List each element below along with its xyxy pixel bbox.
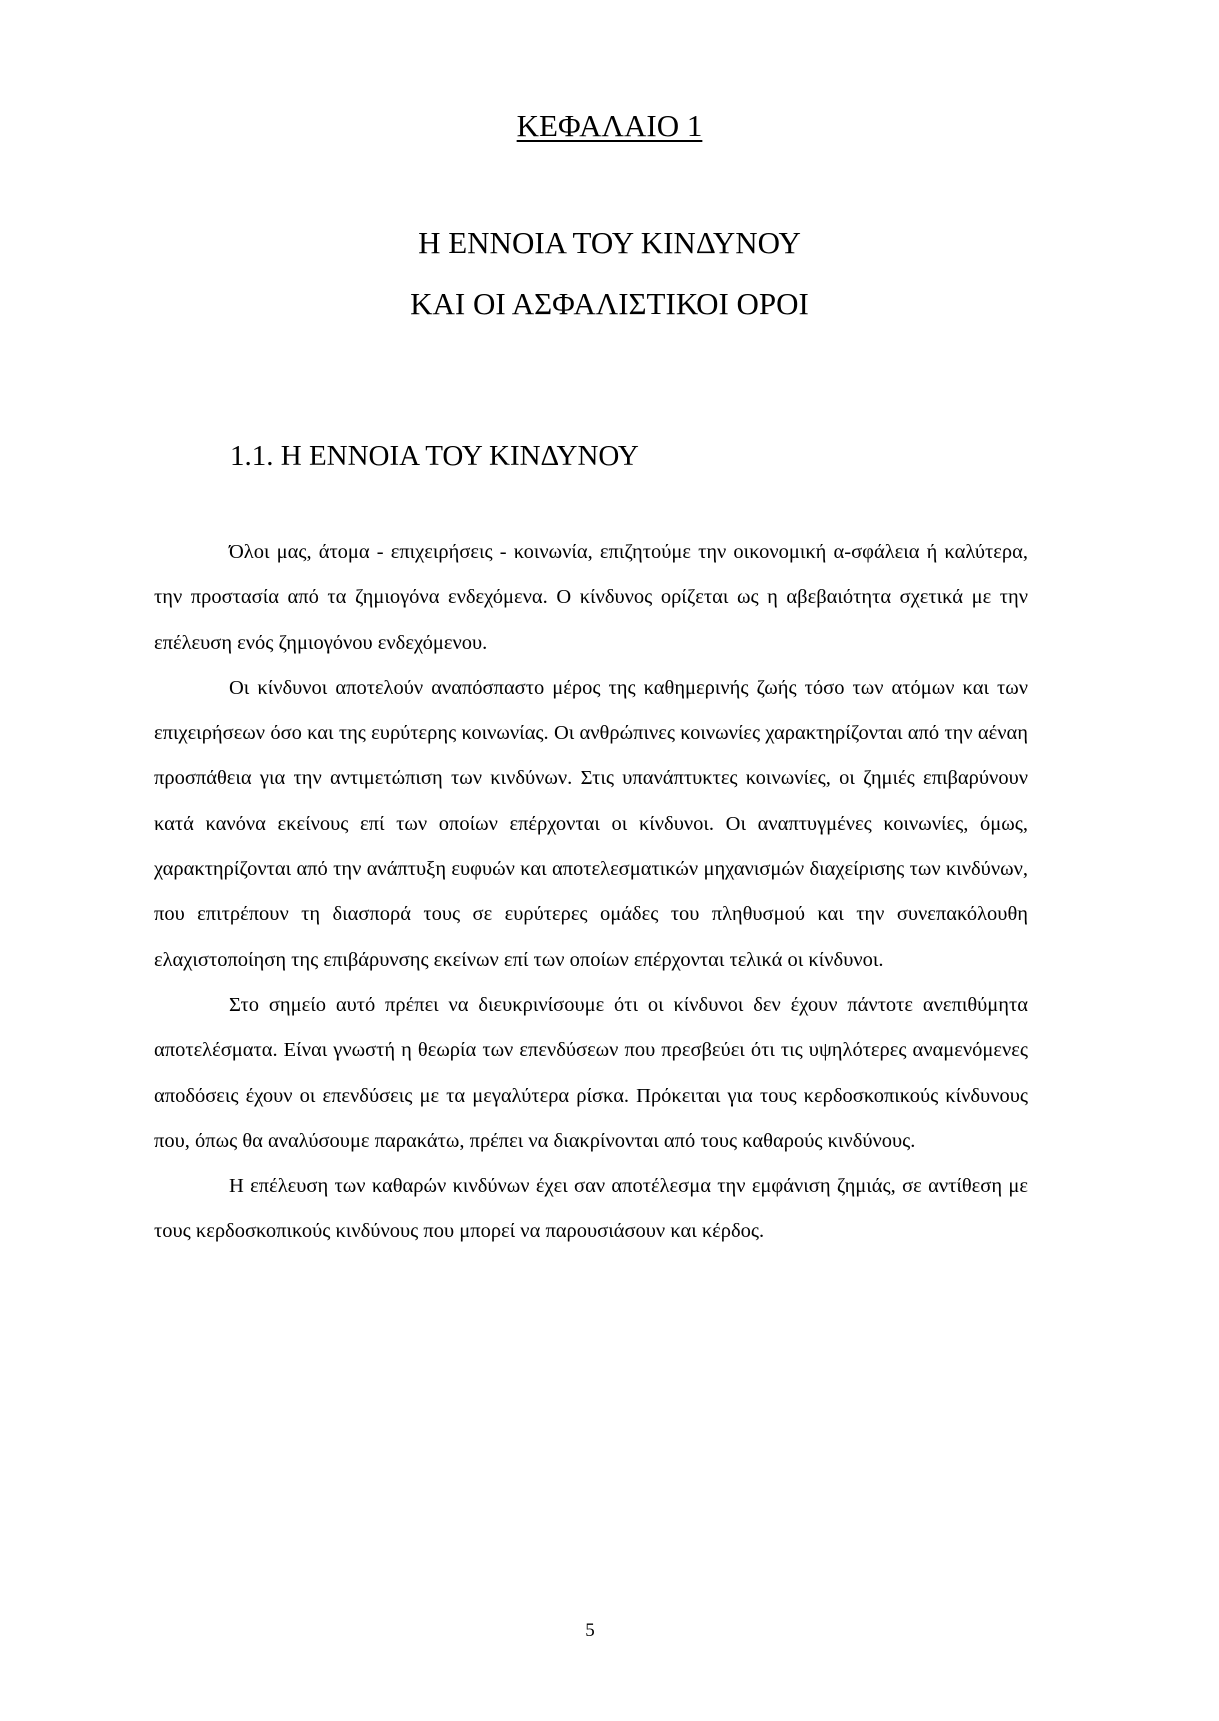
section-heading: 1.1. Η ΕΝΝΟΙΑ ΤΟΥ ΚΙΝΔΥΝΟΥ xyxy=(230,440,639,472)
paragraph: Οι κίνδυνοι αποτελούν αναπόσπαστο μέρος της καθημερινής ζωής τόσο των ατόμων και των επιχειρήσεων όσο και της ευρύτερης κοινωνίας. Οι ανθρώπινες κοινωνίες χαρακτηρίζονται από την αέναη προσπάθεια για την αντιμετώπιση των κινδύνων. Στις υπανάπτυκτες κοινωνίες, οι ζημιές επιβαρύνουν κατά κανόνα εκείνους επί των οποίων επέρχονται οι κίνδυνοι. Οι αναπτυγμένες κοινωνίες, όμως, χαρακτηρίζονται από την ανάπτυξη ευφυών και αποτελεσματικών μηχανισμών διαχείρισης των κινδύνων, που επιτρέπουν τη διασπορά τους σε ευρύτερες ομάδες του πληθυσμού και την συνεπακόλουθη ελαχιστοποίηση της επιβάρυνσης εκείνων επί των οποίων επέρχονται τελικά οι κίνδυνοι. xyxy=(154,676,1028,971)
chapter-title-line-2: ΚΑΙ ΟΙ ΑΣΦΑΛΙΣΤΙΚΟΙ ΟΡΟΙ xyxy=(410,286,809,321)
paragraph: Στο σημείο αυτό πρέπει να διευκρινίσουμε ότι οι κίνδυνοι δεν έχουν πάντοτε ανεπιθύμητα αποτελέσματα. Είναι γνωστή η θεωρία των επενδύσεων που πρεσβεύει ότι τις υψηλότερες αναμενόμενες αποδόσεις έχουν οι επενδύσεις με τα μεγαλύτερα ρίσκα. Πρόκειται για τους κερδοσκοπικούς κίνδυνους που, όπως θα αναλύσουμε παρακάτω, πρέπει να διακρίνονται από τους καθαρούς κινδύνους. xyxy=(154,993,1028,1152)
chapter-title-line-1: Η ΕΝΝΟΙΑ ΤΟΥ ΚΙΝΔΥΝΟΥ xyxy=(418,225,801,260)
body-text xyxy=(154,530,1028,1255)
paragraph: Η επέλευση των καθαρών κινδύνων έχει σαν αποτέλεσμα την εμφάνιση ζημιάς, σε αντίθεση με τους κερδοσκοπικούς κινδύνους που μπορεί να παρουσιάσουν και κέρδος. xyxy=(154,1175,1028,1243)
chapter-label: ΚΕΦΑΛΑΙΟ 1 xyxy=(516,108,703,143)
paragraph: Όλοι μας, άτομα - επιχειρήσεις - κοινωνία, επιζητούμε την οικονομική α-σφάλεια ή καλύτερα, την προστασία από τα ζημιογόνα ενδεχόμενα. Ο κίνδυνος ορίζεται ως η αβεβαιότητα σχετικά με την επέλευση ενός ζημιογόνου ενδεχόμενου. xyxy=(154,541,1028,654)
page-number: 5 xyxy=(585,1620,595,1641)
